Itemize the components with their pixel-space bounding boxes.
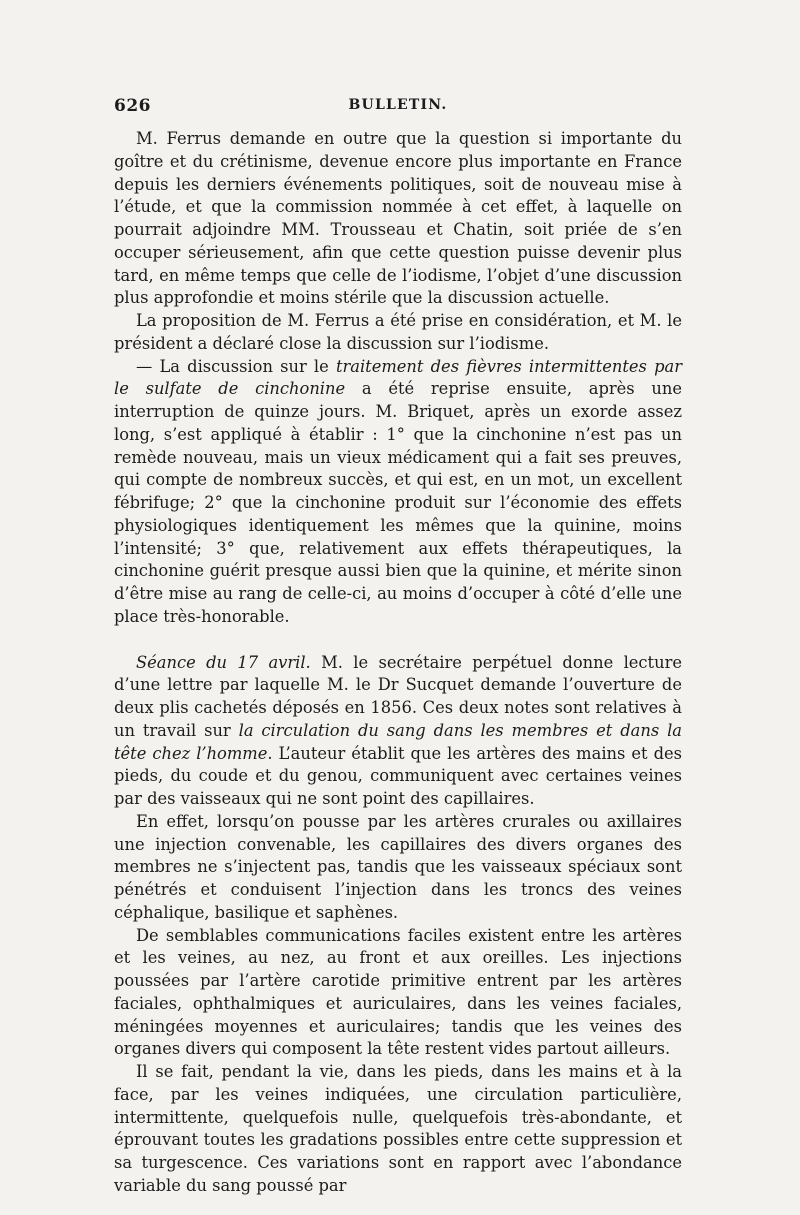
body-text	[114, 128, 682, 1198]
cinchonine-lead: — La discussion sur le	[136, 356, 336, 376]
cinchonine-tail: a été reprise ensuite, après une interruption de quinze jours. M. Briquet, après un exorde assez long, s’est appliqué à établir : 1° que la cinchonine n’est pas un remède nouveau, mais un vieux médicament qui a fait ses preuves, qui compte de nombreux succès, et qui est, en un mot, un excellent fébrifuge; 2° que la cinchonine produit sur l’économie des effets physiologiques identiquement les mêmes que la quinine, moins l’intensité; 3° que, relativement aux effets thérapeutiques, la cinchonine guérit presque aussi bien que la quinine, et mérite sinon d’être mise au rang de celle-ci, au moins d’occuper à côté d’elle une place très-honorable.	[114, 379, 682, 626]
seance-tail: . L’auteur établit que les artères des mains et des pieds, du coude et du genou, communiquent avec certaines veines par des vaisseaux qui ne sont point des capillaires.	[114, 743, 682, 808]
page-number: 626	[114, 96, 151, 116]
running-title: BULLETIN.	[348, 97, 448, 113]
running-head	[114, 96, 682, 120]
seance-date-label: Séance du 17 avril.	[136, 652, 311, 672]
seance-italic-title: la circulation du sang dans les membres et dans la tête chez l’homme	[114, 720, 682, 763]
paragraph-goitre-proposal: M. Ferrus demande en outre que la question si importante du goître et du crétinisme, devenue encore plus importante en France depuis les derniers événements politiques, soit de nouveau mise à l’étude, et que la commission nommée à cet effet, à laquelle on pourrait adjoindre MM. Trousseau et Chatin, soit priée de s’en occuper sérieusement, afin que cette question puisse devenir plus tard, en même temps que celle de l’iodisme, l’objet d’une discussion plus approfondie et moins stérile que la discussion actuelle.	[114, 129, 682, 308]
paragraph-cinchonine-discussion	[114, 356, 682, 629]
cinchonine-italic-title: traitement des fièvres intermittentes par le sulfate de cinchonine	[114, 356, 682, 399]
paragraph-iodisme-closure: La proposition de M. Ferrus a été prise en considération, et M. le président a déclaré close la discussion sur l’iodisme.	[114, 311, 682, 353]
paragraph-seance-17-avril	[114, 652, 682, 811]
seance-lead: M. le secrétaire perpétuel donne lecture d’une lettre par laquelle M. le Dr Sucquet demande l’ouverture de deux plis cachetés déposés en 1856. Ces deux notes sont relatives à un travail sur	[114, 652, 682, 740]
paragraph-communications: De semblables communications faciles existent entre les artères et les veines, au nez, au front et aux oreilles. Les injections poussées par l’artère carotide primitive entrent par les artères faciales, ophthalmiques et auriculaires, dans les veines faciales, méningées moyennes et auriculaires; tandis que les veines des organes divers qui composent la tête restent vides partout ailleurs.	[114, 925, 682, 1059]
paragraph-injection: En effet, lorsqu’on pousse par les artères crurales ou axillaires une injection convenable, les capillaires des divers organes des membres ne s’injectent pas, tandis que les vaisseaux spéciaux sont pénétrés et conduisent l’injection dans les troncs des veines céphalique, basilique et saphènes.	[114, 811, 682, 922]
paragraph-circulation: Il se fait, pendant la vie, dans les pieds, dans les mains et à la face, par les veines indiquées, une circulation particulière, intermittente, quelquefois nulle, quelquefois très-abondante, et éprouvant toutes les gradations possibles entre cette suppression et sa turgescence. Ces variations sont en rapport avec l’abondance variable du sang poussé par	[114, 1062, 682, 1195]
